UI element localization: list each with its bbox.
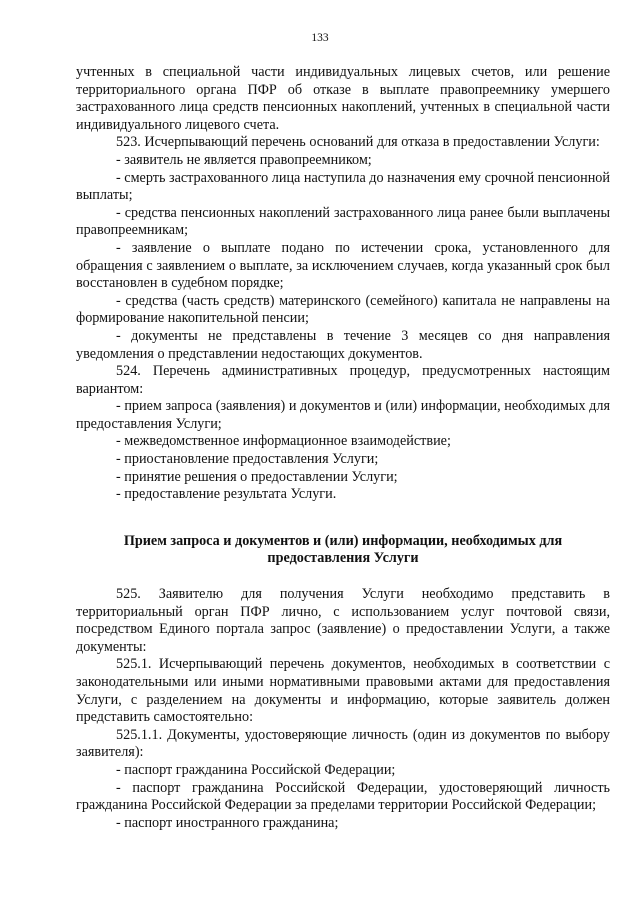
section-heading: Прием запроса и документов и (или) информации, необходимых для предоставления Услуги — [123, 532, 563, 567]
list-item: - предоставление результата Услуги. — [116, 486, 337, 503]
list-item: - межведомственное информационное взаимодействие; — [116, 433, 451, 450]
section-gap — [76, 504, 610, 533]
list-item: - средства пенсионных накоплений застрахованного лица ранее были выплачены правопреемникам; — [76, 204, 610, 239]
paragraph-523: 523. Исчерпывающий перечень оснований для отказа в предоставлении Услуги: — [116, 134, 600, 151]
paragraph-525-1: 525.1. Исчерпывающий перечень документов, необходимых в соответствии с законодательными или иными нормативными правовыми актами для предоставления Услуги, с разделением на документы и информацию, которые заявитель должен представить самостоятельно: — [76, 656, 610, 726]
paragraph-525: 525. Заявителю для получения Услуги необходимо представить в территориальный орган ПФР лично, с использованием услуг почтовой связи, посредством Единого портала запрос (заявление) о предоставлении Услуги, а также документы: — [76, 586, 610, 655]
page-body — [76, 64, 610, 832]
list-item: - принятие решения о предоставлении Услуги; — [116, 468, 398, 485]
list-item: - документы не представлены в течение 3 месяцев со дня направления уведомления о представлении недостающих документов. — [76, 327, 610, 362]
list-item: - приостановление предоставления Услуги; — [116, 451, 379, 468]
section-gap — [76, 568, 610, 586]
paragraph-524: 524. Перечень административных процедур, предусмотренных настоящим вариантом: — [76, 363, 610, 397]
list-item: - смерть застрахованного лица наступила до назначения ему срочной пенсионной выплаты; — [76, 169, 610, 204]
list-item: - паспорт гражданина Российской Федерации, удостоверяющий личность гражданина Российской Федерации за пределами территории Российской Федерации; — [76, 779, 610, 814]
list-item: - паспорт иностранного гражданина; — [116, 814, 339, 831]
page-number: 133 — [311, 32, 329, 44]
list-item: - заявление о выплате подано по истечении срока, установленного для обращения с заявлением о выплате, за исключением случаев, когда указанный срок был восстановлен в судебном порядке; — [76, 239, 610, 292]
list-item: - средства (часть средств) материнского (семейного) капитала не направлены на формирование накопительной пенсии; — [76, 292, 610, 327]
list-item: - паспорт гражданина Российской Федерации; — [116, 761, 396, 778]
paragraph-525-1-1: 525.1.1. Документы, удостоверяющие личность (один из документов по выбору заявителя): — [76, 726, 610, 761]
paragraph-continuation: учтенных в специальной части индивидуальных лицевых счетов, или решение территориального органа ПФР об отказе в выплате правопреемнику умершего застрахованного лица средств пенсионных накоплений, учтенных в специальной части индивидуального лицевого счета. — [76, 64, 610, 133]
list-item: - прием запроса (заявления) и документов и (или) информации, необходимых для предоставления Услуги; — [76, 398, 610, 432]
list-item: - заявитель не является правопреемником; — [116, 151, 372, 168]
